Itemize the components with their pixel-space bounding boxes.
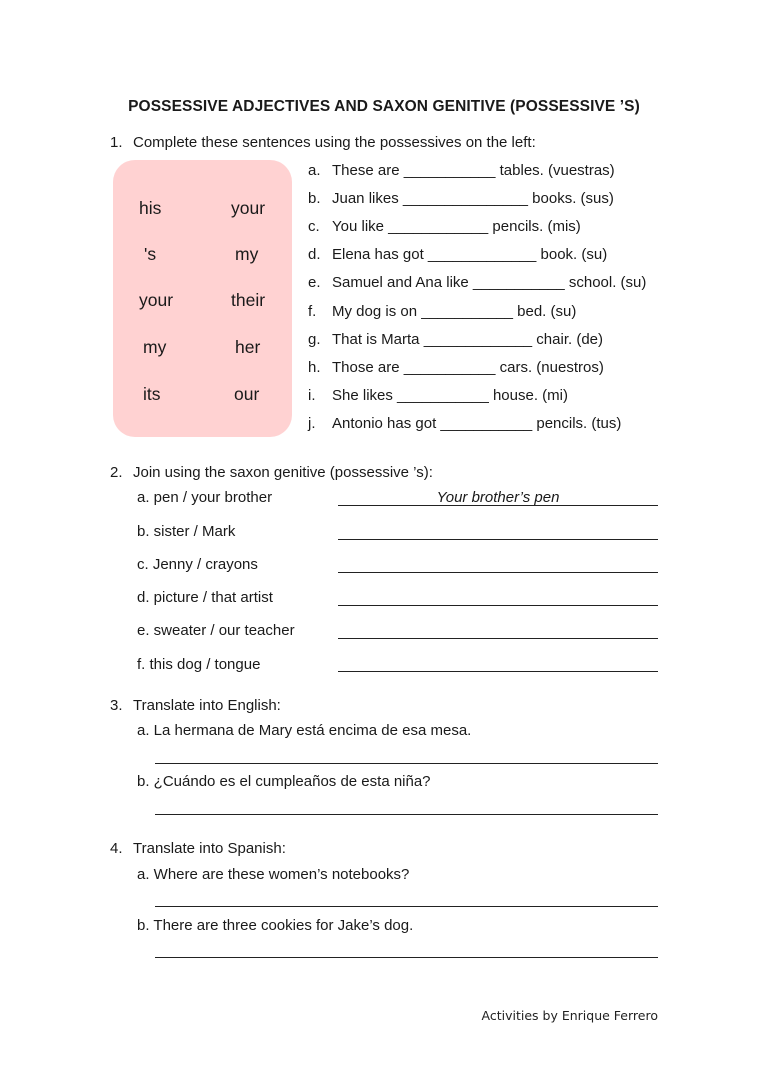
answer-line[interactable]: [155, 957, 658, 958]
section-1-instruction: Complete these sentences using the possessives on the left:: [133, 134, 536, 151]
exercise-letter: b.: [308, 190, 321, 207]
section-3-number: 3.: [110, 697, 123, 714]
answer-line[interactable]: [338, 671, 658, 672]
answer-line[interactable]: [338, 638, 658, 639]
answer-line[interactable]: [155, 814, 658, 815]
exercise-sentence: These are ___________ tables. (vuestras): [332, 162, 615, 179]
translate-prompt: a. La hermana de Mary está encima de esa mesa.: [137, 722, 472, 739]
word-bank-word: your: [231, 198, 266, 218]
translate-prompt: a. Where are these women’s notebooks?: [137, 866, 410, 883]
word-bank-word: your: [139, 290, 174, 310]
answer-line[interactable]: [155, 763, 658, 764]
exercise-sentence: Samuel and Ana like ___________ school. (su): [332, 274, 647, 291]
answer-line[interactable]: [338, 572, 658, 573]
exercise-sentence: That is Marta _____________ chair. (de): [332, 331, 604, 348]
join-prompt: e. sweater / our teacher: [137, 622, 295, 639]
worksheet-title: POSSESSIVE ADJECTIVES AND SAXON GENITIVE (POSSESSIVE ’S): [128, 98, 640, 115]
exercise-sentence: Antonio has got ___________ pencils. (tus): [332, 415, 622, 432]
answer-line[interactable]: [338, 539, 658, 540]
word-bank-word: my: [143, 337, 167, 357]
section-4-number: 4.: [110, 840, 123, 857]
word-bank-word: their: [231, 290, 266, 310]
join-prompt: c. Jenny / crayons: [137, 556, 258, 573]
section-2-number: 2.: [110, 464, 123, 481]
exercise-letter: a.: [308, 162, 321, 179]
exercise-letter: c.: [308, 218, 320, 235]
exercise-letter: d.: [308, 246, 321, 263]
translate-prompt: b. There are three cookies for Jake’s dog.: [137, 917, 414, 934]
join-prompt: a. pen / your brother: [137, 489, 273, 506]
join-prompt: b. sister / Mark: [137, 523, 236, 540]
section-1-number: 1.: [110, 134, 123, 151]
exercise-letter: e.: [308, 274, 321, 291]
section-2-instruction: Join using the saxon genitive (possessive ’s):: [133, 464, 433, 481]
join-prompt: d. picture / that artist: [137, 589, 273, 606]
join-prompt: f. this dog / tongue: [137, 656, 261, 673]
join-answer: Your brother’s pen: [436, 489, 560, 506]
word-bank-word: our: [234, 384, 260, 404]
word-bank-word: my: [235, 244, 259, 264]
section-3-instruction: Translate into English:: [133, 697, 281, 714]
exercise-sentence: My dog is on ___________ bed. (su): [332, 303, 577, 320]
exercise-letter: g.: [308, 331, 321, 348]
answer-line[interactable]: [338, 505, 658, 506]
exercise-sentence: Elena has got _____________ book. (su): [332, 246, 608, 263]
exercise-letter: f.: [308, 303, 317, 320]
exercise-letter: j.: [308, 415, 316, 432]
translate-prompt: b. ¿Cuándo es el cumpleaños de esta niña?: [137, 773, 431, 790]
answer-line[interactable]: [338, 605, 658, 606]
word-bank-word: his: [139, 198, 162, 218]
exercise-sentence: She likes ___________ house. (mi): [332, 387, 568, 404]
exercise-letter: h.: [308, 359, 321, 376]
exercise-letter: i.: [308, 387, 316, 404]
section-4-instruction: Translate into Spanish:: [133, 840, 286, 857]
exercise-sentence: Juan likes _______________ books. (sus): [332, 190, 614, 207]
word-bank: [113, 160, 292, 437]
answer-line[interactable]: [155, 906, 658, 907]
word-bank-word: 's: [144, 244, 157, 264]
exercise-sentence: Those are ___________ cars. (nuestros): [332, 359, 604, 376]
exercise-sentence: You like ____________ pencils. (mis): [332, 218, 581, 235]
word-bank-word: its: [143, 384, 161, 404]
word-bank-word: her: [235, 337, 261, 357]
footer-credit: Activities by Enrique Ferrero: [481, 1008, 658, 1023]
